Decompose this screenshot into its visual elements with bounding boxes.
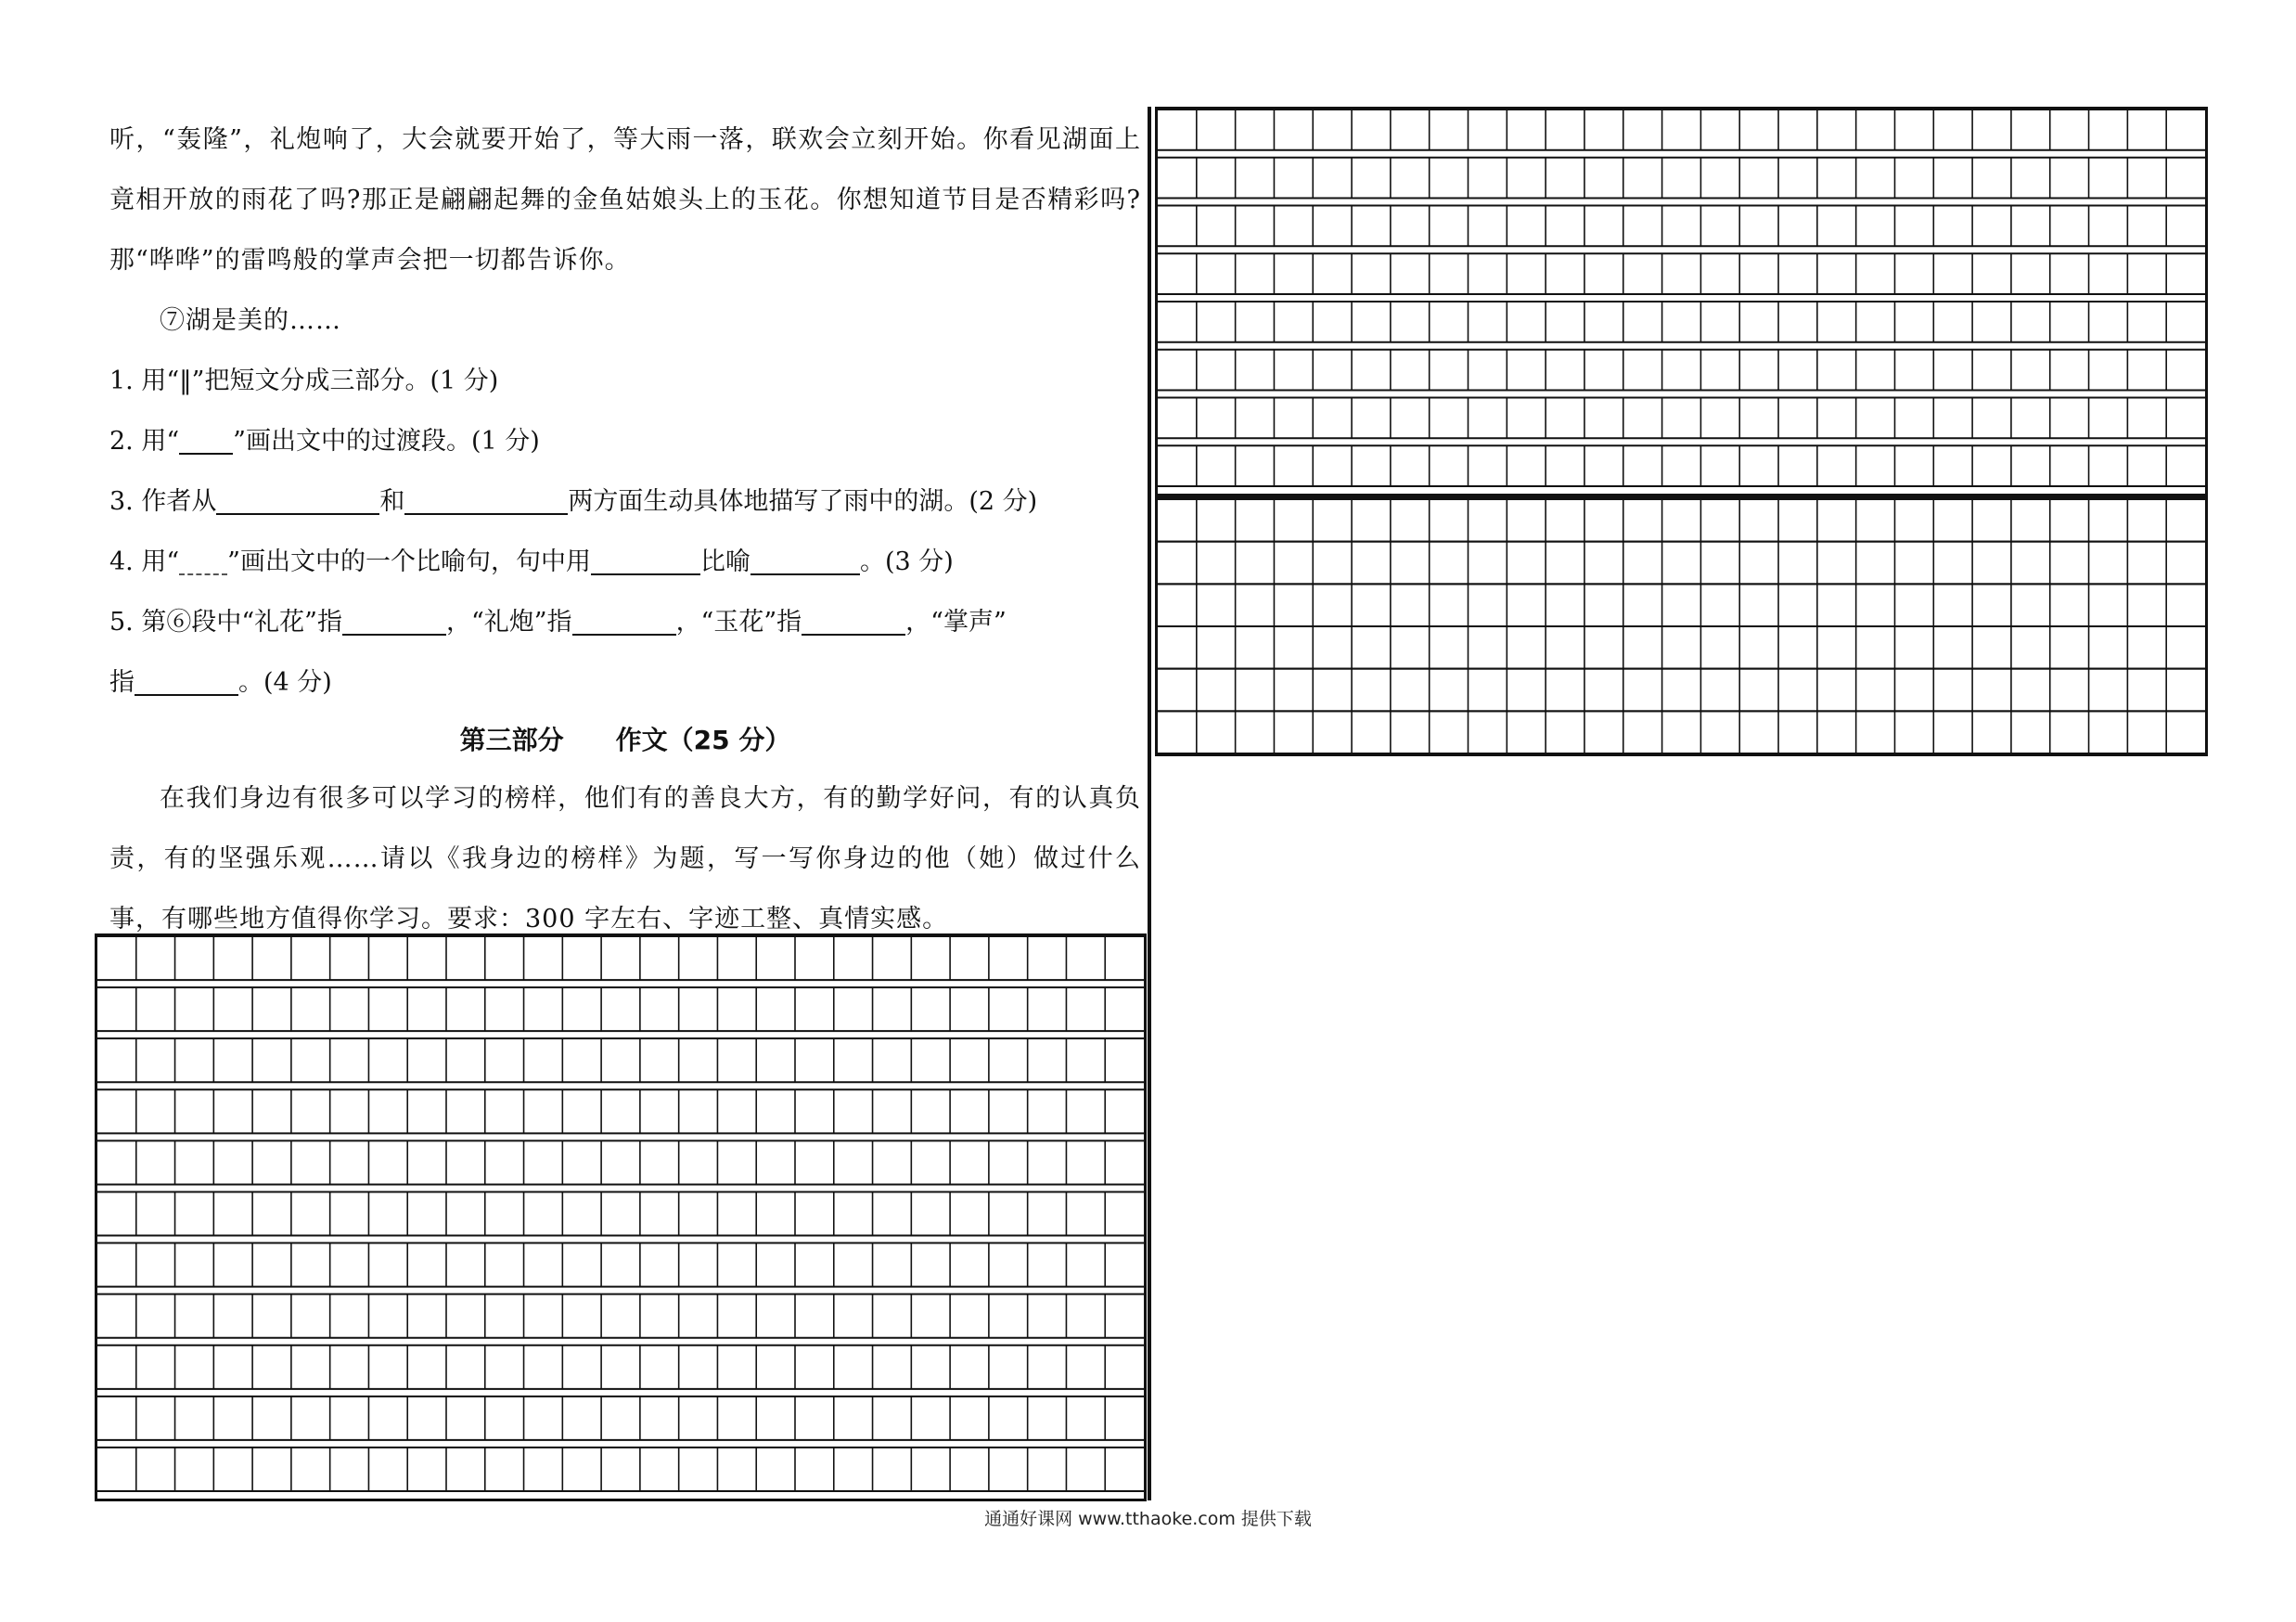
section-3-title: 第三部分 作文（25 分） [459, 725, 791, 755]
grid-lines [1158, 109, 2205, 494]
composition-grid-right-upper[interactable] [1155, 107, 2208, 496]
question-3 [109, 471, 1141, 532]
question-5-text-a: 5. 第⑥段中“礼花”指 [109, 608, 342, 637]
question-5-text-b: ，“礼炮”指 [445, 608, 572, 637]
answer-blank[interactable] [135, 666, 238, 696]
answer-blank[interactable] [750, 546, 860, 575]
passage-paragraph-6: 听，“轰隆”，礼炮响了，大会就要开始了，等大雨一落，联欢会立刻开始。你看见湖面上竟相开放的雨花了吗?那正是翩翩起舞的金鱼姑娘头上的玉花。你想知道节目是否精彩吗?那“哗哗”的雷鸣般的掌声会把一切都告诉你。 [109, 125, 1141, 275]
answer-blank[interactable] [216, 485, 379, 515]
question-5-continued [109, 652, 1141, 713]
left-column [109, 109, 1141, 949]
question-3-text-b: 和 [379, 487, 405, 516]
composition-grid-left[interactable] [95, 933, 1147, 1501]
question-4-text-c: 比喻 [699, 547, 750, 576]
question-5 [109, 592, 1141, 652]
question-5-text-f: 。(4 分) [238, 668, 332, 697]
question-3-text-c: 两方面生动具体地描写了雨中的湖。(2 分) [568, 487, 1038, 516]
passage-paragraph-7: ⑦湖是美的…… [160, 306, 341, 335]
grid-lines [97, 936, 1144, 1499]
answer-blank[interactable] [802, 606, 905, 636]
question-4-text-b: ”画出文中的一个比喻句，句中用 [227, 547, 591, 576]
question-2-text-a: 2. 用“ [109, 427, 180, 456]
question-2 [109, 411, 1141, 471]
answer-blank[interactable] [404, 485, 568, 515]
answer-blank[interactable] [572, 606, 676, 636]
column-divider [1148, 107, 1151, 1500]
footer-source: 通通好课网 www.tthaoke.com 提供下载 [984, 1509, 1312, 1529]
question-5-text-e: 指 [109, 668, 135, 697]
answer-blank[interactable] [342, 606, 446, 636]
answer-blank[interactable] [591, 546, 700, 575]
question-2-text-b: ”画出文中的过渡段。(1 分) [233, 427, 540, 456]
question-5-text-d: ，“掌声” [905, 608, 1007, 637]
underline-sample [179, 425, 233, 455]
question-3-text-a: 3. 作者从 [109, 487, 217, 516]
question-5-text-c: ，“玉花”指 [675, 608, 802, 637]
grid-lines [1158, 499, 2205, 753]
composition-grid-right-lower[interactable] [1155, 496, 2208, 756]
composition-prompt: 在我们身边有很多可以学习的榜样，他们有的善良大方，有的勤学好问，有的认真负责，有的坚强乐观……请以《我身边的榜样》为题，写一写你身边的他（她）做过什么事，有哪些地方值得你学习。要求：300 字左右、字迹工整、真情实感。 [109, 784, 1141, 933]
question-4-text-d: 。(3 分) [859, 547, 954, 576]
question-1: 1. 用“‖”把短文分成三部分。(1 分) [109, 367, 499, 395]
question-4-text-a: 4. 用“ [109, 547, 180, 576]
dashed-underline-sample [179, 546, 227, 575]
question-4 [109, 532, 1141, 592]
